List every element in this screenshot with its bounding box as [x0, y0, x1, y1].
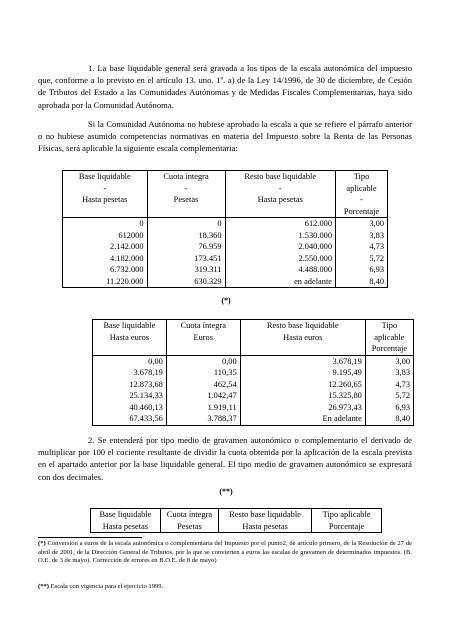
table-cell: 3.678,19 [240, 355, 365, 367]
table-cell: 3,00 [365, 355, 413, 367]
header-base-liquidable: Base liquidable Hasta pesetas [91, 509, 161, 533]
footnote-2-mark: (**) [38, 583, 49, 590]
footnote-2 [38, 583, 412, 592]
header-cuota-integra: Cuota íntegra Pesetas [160, 509, 218, 533]
table-cell: 1.530.000 [225, 230, 336, 242]
table-cell: 0 [63, 218, 148, 230]
table-cell: 0,00 [166, 355, 240, 367]
tax-scale-table-1999 [90, 508, 382, 533]
table-cell: 11.220.000 [63, 276, 148, 288]
header-tipo-aplicable: Tipo aplicable - Porcentaje [336, 171, 388, 218]
header-tipo-aplicable: Tipo aplicable Porcentaje [312, 509, 382, 533]
footnote-2-text: Escala con vigencia para el ejercicio 1999. [50, 583, 164, 590]
table-cell: 4.488.000 [225, 264, 336, 276]
table-cell: 4,73 [365, 379, 413, 391]
paragraph-2: Si la Comunidad Autónoma no hubiese aprobado la escala a que se refiere el párrafo anterior o no hubiese asumido competencias normativas en materia del Impuesto sobre la Renta de las Personas Físicas, será aplicable la siguiente escala complementaria: [38, 119, 412, 154]
table-cell: 8,40 [336, 276, 388, 288]
table-cell: 2.550.000 [225, 253, 336, 265]
table-cell: 4,73 [336, 241, 388, 253]
table-header-row [93, 320, 414, 356]
table-cell: 462,54 [166, 379, 240, 391]
footnote-rule [38, 537, 142, 538]
header-cuota-integra: Cuota íntegra - Pesetas [147, 171, 225, 218]
table-cell: 612.000 [225, 218, 336, 230]
table-cell: 3,83 [365, 367, 413, 379]
header-cuota-integra: Cuota íntegra Euros [166, 320, 240, 356]
table-cell: 630.329 [147, 276, 225, 288]
table-cell: 6.732.000 [63, 264, 148, 276]
paragraph-1: 1. La base liquidable general será gravada a los tipos de la escala autonómica del impuesto que, conforme a lo previsto en el artículo 13. uno. 1º. a) de la Ley 14/1996, de 30 de diciembre, de Cesión de Tributos del Estado a las Comunidades Autónomas y de Medidas Fiscales Complementarias, haya sido aprobada por la Comunidad Autónoma. [38, 63, 412, 110]
table-cell: 3,83 [336, 230, 388, 242]
table-cell: en adelante [225, 276, 336, 288]
header-tipo-aplicable: Tipo aplicable Porcentaje [365, 320, 413, 356]
table-cell: 5,72 [336, 253, 388, 265]
table-row [93, 413, 414, 425]
table-cell: 8,40 [365, 413, 413, 425]
footnote-1 [38, 540, 412, 566]
header-resto-base: Resto base liquidable Hasta euros [240, 320, 365, 356]
table-row [93, 390, 414, 402]
footnote-marker-2: (**) [219, 487, 233, 496]
table-cell: 173.451 [147, 253, 225, 265]
table-cell: 612000 [63, 230, 148, 242]
table-cell: 6,93 [336, 264, 388, 276]
table-cell: 67.433,56 [93, 413, 167, 425]
table-cell: 76.959 [147, 241, 225, 253]
table-cell: 0,00 [93, 355, 167, 367]
table-row [63, 264, 388, 276]
table-cell: 110,35 [166, 367, 240, 379]
table-cell: 26.973,43 [240, 402, 365, 414]
table-cell: 3.678,19 [93, 367, 167, 379]
table-cell: 6,93 [365, 402, 413, 414]
table-cell: 12.260,65 [240, 379, 365, 391]
footnote-1-text: Conversión a euros de la escala autonómica o complementaria del Impuesto por el punto2, de artículo primero, de la Resolución de 27 de abril de 2001, de la Dirección General de Tributos, por la que se convierten a euros las escalas de gravamen de determinados impuestos. (B. O.E. de 3 de mayo). Corrección de errores en B.O.E. de 8 de mayo) [38, 540, 412, 565]
table-row [63, 253, 388, 265]
tax-scale-table-euros [92, 319, 414, 426]
header-base-liquidable: Base liquidable Hasta euros [93, 320, 167, 356]
tax-scale-table-pesetas [62, 170, 388, 288]
table-cell: 3.788,37 [166, 413, 240, 425]
table-cell: 0 [147, 218, 225, 230]
table-row [93, 367, 414, 379]
table-row [63, 276, 388, 288]
table-cell: 1.042,47 [166, 390, 240, 402]
table-cell: 18.360 [147, 230, 225, 242]
table-cell: 12.873,68 [93, 379, 167, 391]
table-cell: En adelante [240, 413, 365, 425]
table-cell: 2.040.000 [225, 241, 336, 253]
table-cell: 15.325,80 [240, 390, 365, 402]
table-cell: 9.195,49 [240, 367, 365, 379]
table-row [63, 218, 388, 230]
footnote-1-mark: (*) [38, 540, 46, 547]
table-cell: 4.182.000 [63, 253, 148, 265]
table-row [63, 230, 388, 242]
header-resto-base: Resto base liquidable Hasta pesetas [219, 509, 312, 533]
table-row [93, 402, 414, 414]
table-cell: 1.919,11 [166, 402, 240, 414]
table-row [63, 241, 388, 253]
header-resto-base: Resto base liquidable - Hasta pesetas [225, 171, 336, 218]
table-row [93, 379, 414, 391]
header-base-liquidable: Base liquidable - Hasta pesetas [63, 171, 148, 218]
table-header-row [63, 171, 388, 218]
footnote-marker-1: (*) [221, 296, 231, 305]
table-cell: 3,00 [336, 218, 388, 230]
table-cell: 5,72 [365, 390, 413, 402]
table-cell: 319.311 [147, 264, 225, 276]
table-row [93, 355, 414, 367]
table-header-row [91, 509, 382, 533]
table-cell: 2.142.000 [63, 241, 148, 253]
paragraph-3: 2. Se entenderá por tipo medio de gravamen autonómico o complementario el derivado de multiplicar por 100 el cociente resultante de dividir la cuota obtenida por la aplicación de la escala prevista en el apartado anterior por la base liquidable general. El tipo medio de gravamen autonómico se expresará con dos decimales. [38, 435, 412, 482]
table-cell: 40.460,13 [93, 402, 167, 414]
table-cell: 25.134,33 [93, 390, 167, 402]
